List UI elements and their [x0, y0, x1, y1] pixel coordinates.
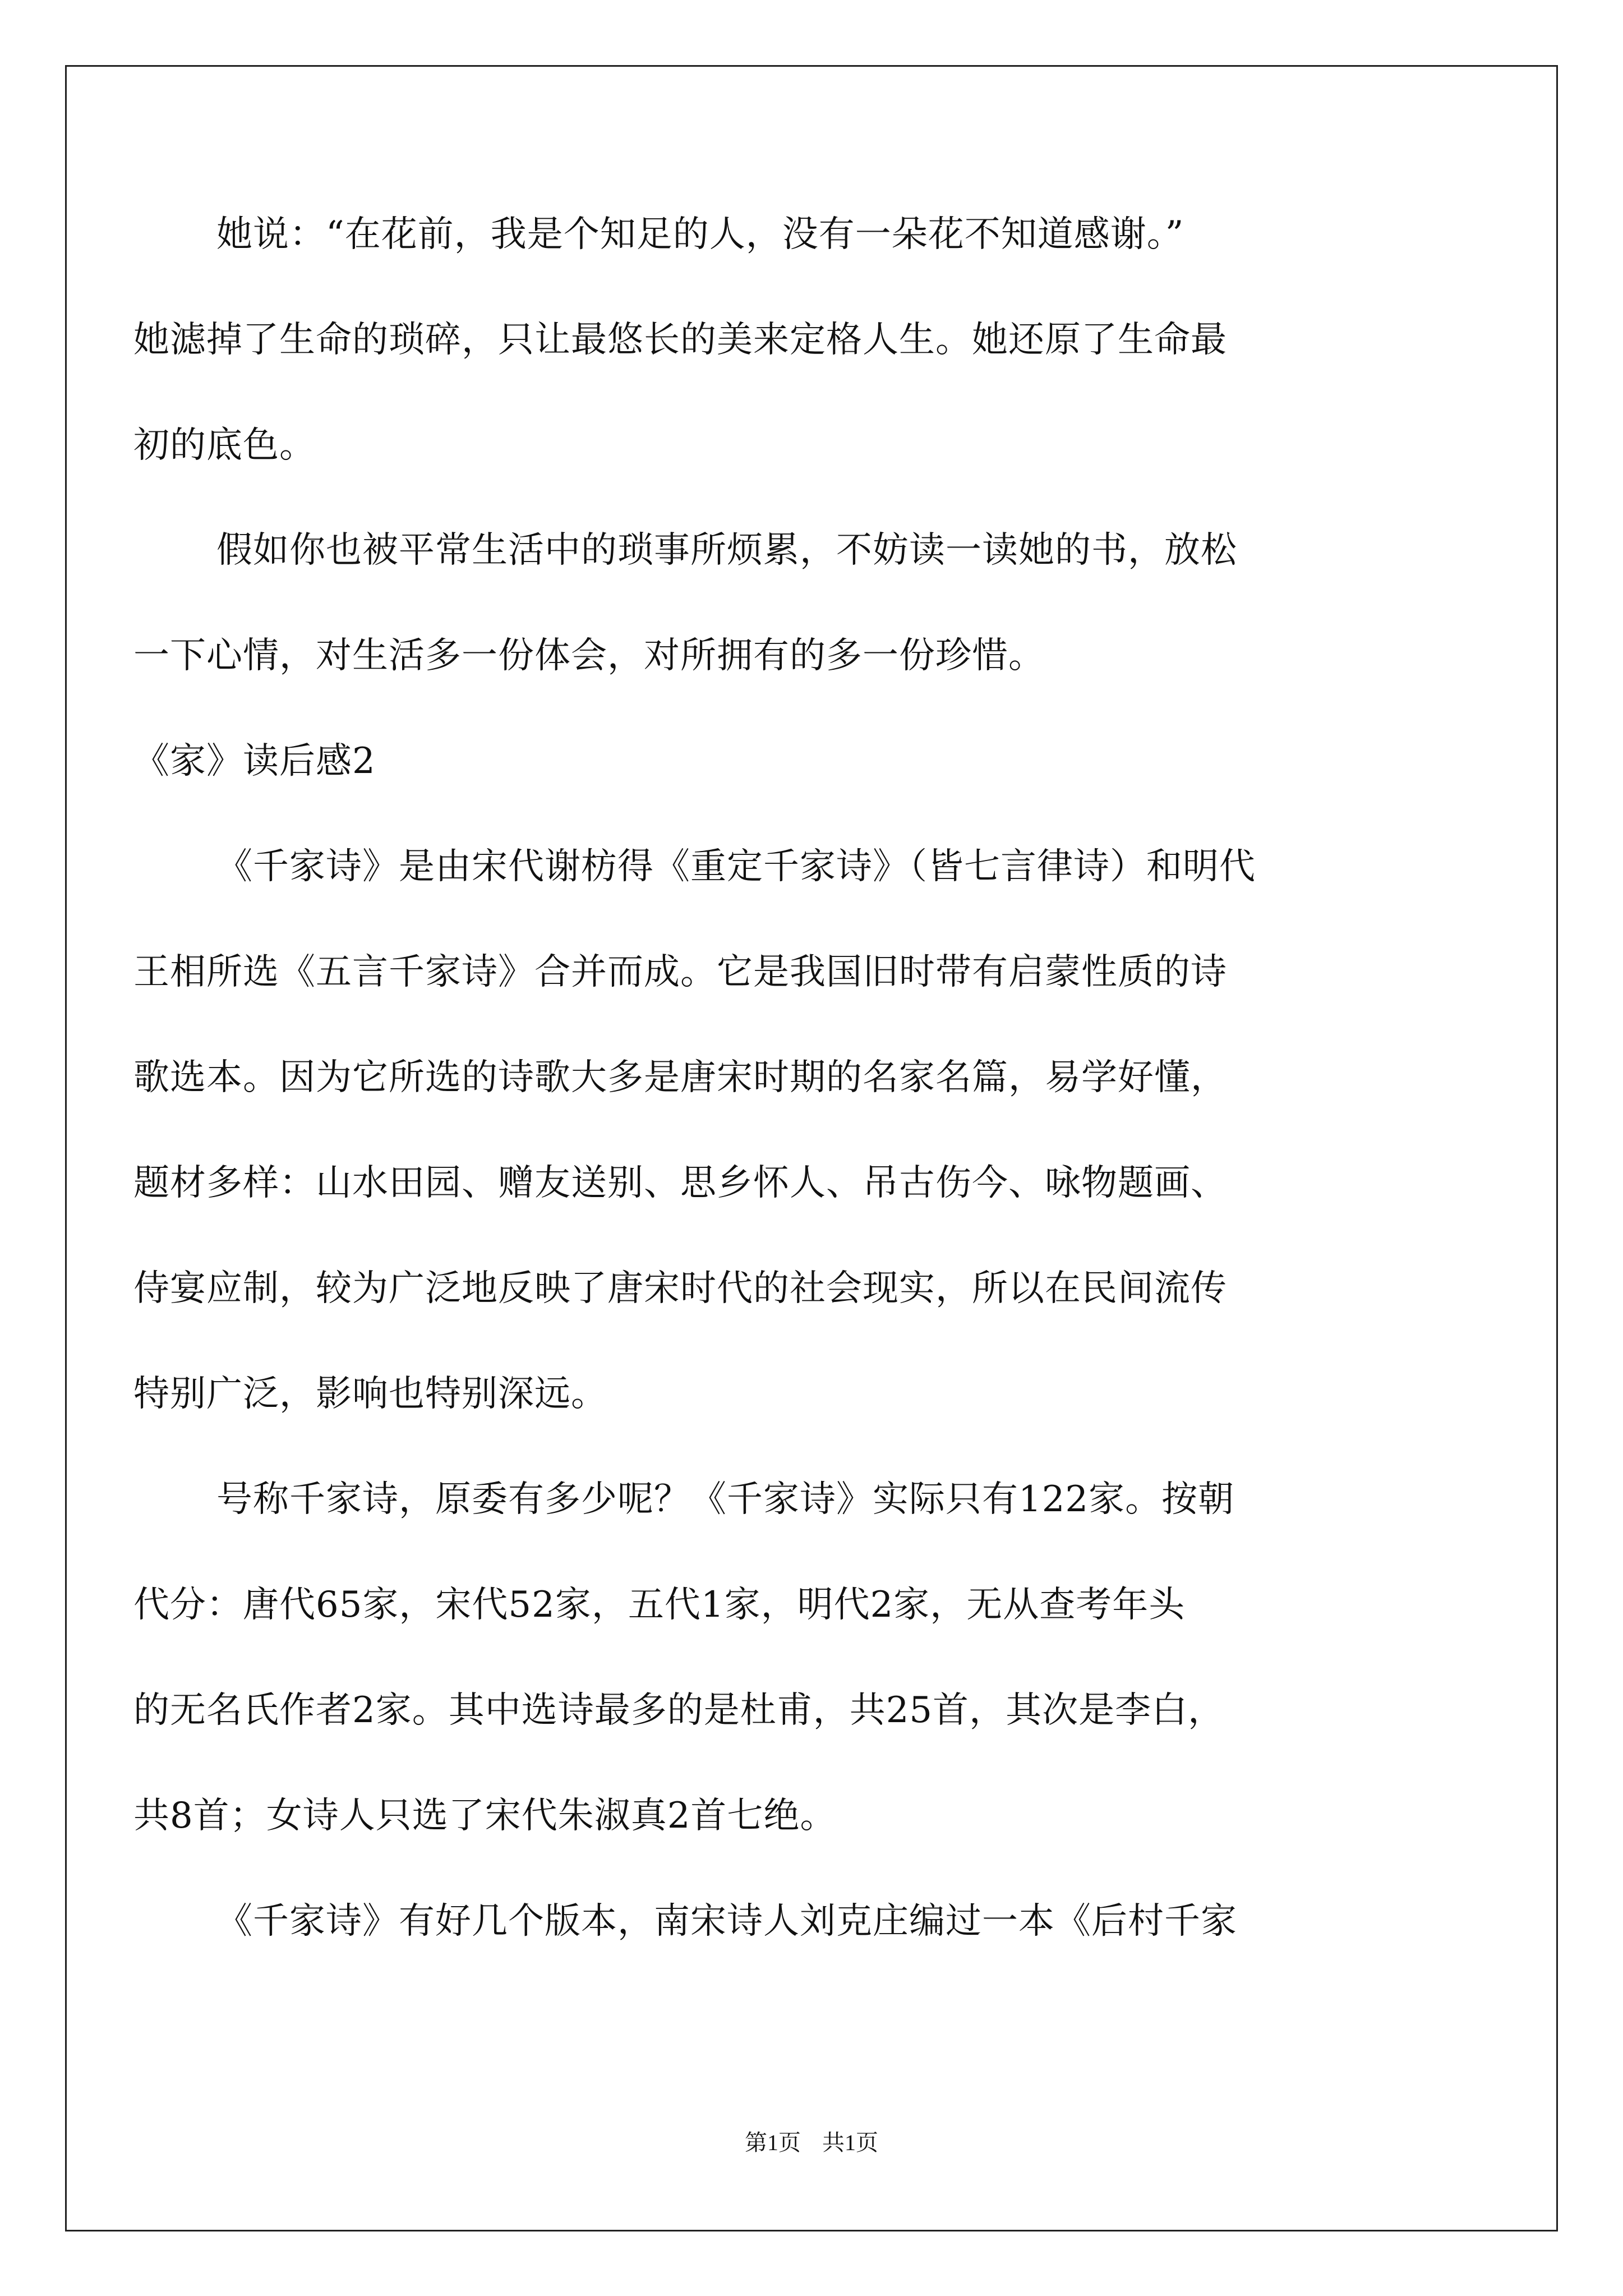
paragraph-3-line-6: 特别广泛，影响也特别深远。 — [133, 1373, 607, 1415]
page-number-current: 第1页 — [745, 2130, 801, 2155]
paragraph-4-line-2: 代分：唐代65家，宋代52家，五代1家，明代2家，无从查考年头 — [133, 1584, 1186, 1626]
paragraph-2-line-2: 一下心情，对生活多一份体会，对所拥有的多一份珍惜。 — [133, 635, 1045, 677]
paragraph-4-line-4: 共8首；女诗人只选了宋代朱淑真2首七绝。 — [133, 1795, 837, 1837]
paragraph-3-line-1: 《千家诗》是由宋代谢枋得《重定千家诗》（皆七言律诗）和明代 — [216, 846, 1256, 887]
paragraph-3-line-4: 题材多样：山水田园、赠友送别、思乡怀人、吊古伤今、咏物题画、 — [133, 1162, 1227, 1204]
paragraph-4-line-1: 号称千家诗，原委有多少呢？《千家诗》实际只有122家。按朝 — [216, 1479, 1235, 1520]
paragraph-5-line-1: 《千家诗》有好几个版本，南宋诗人刘克庄编过一本《后村千家 — [216, 1901, 1237, 1942]
paragraph-3-line-5: 侍宴应制，较为广泛地反映了唐宋时代的社会现实，所以在民间流传 — [133, 1268, 1227, 1309]
paragraph-1-line-1: 她说：“在花前，我是个知足的人，没有一朵花不知道感谢。” — [216, 214, 1184, 255]
section-heading: 《家》读后感2 — [133, 740, 376, 782]
paragraph-1-line-2: 她滤掉了生命的琐碎，只让最悠长的美来定格人生。她还原了生命最 — [133, 319, 1227, 361]
paragraph-3-line-3: 歌选本。因为它所选的诗歌大多是唐宋时期的名家名篇，易学好懂， — [133, 1057, 1227, 1098]
page-footer — [0, 2129, 1623, 2157]
page-number-total: 共1页 — [822, 2130, 878, 2155]
paragraph-1-line-3: 初的底色。 — [133, 425, 316, 466]
paragraph-4-line-3: 的无名氏作者2家。其中选诗最多的是杜甫，共25首，其次是李白， — [133, 1690, 1225, 1731]
paragraph-3-line-2: 王相所选《五言千家诗》合并而成。它是我国旧时带有启蒙性质的诗 — [133, 951, 1227, 993]
paragraph-2-line-1: 假如你也被平常生活中的琐事所烦累，不妨读一读她的书，放松 — [216, 530, 1237, 571]
